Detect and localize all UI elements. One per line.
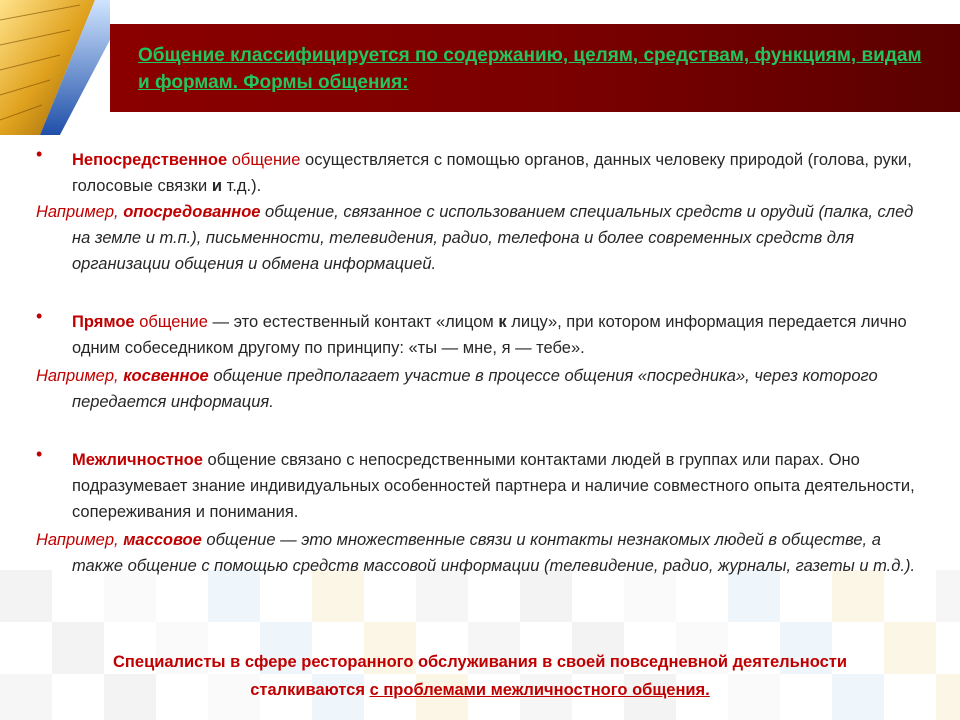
- emphasis: и: [211, 177, 222, 195]
- example-paragraph: [36, 527, 936, 579]
- example-paragraph: [36, 363, 936, 415]
- term: Непосредственное: [72, 151, 228, 169]
- example-lead: Например,: [36, 531, 119, 549]
- term-word: общение: [207, 451, 277, 469]
- page-title: Общение классифицируется по содержанию, целям, средствам, функциям, видам и формам. Формы общения:: [138, 45, 922, 93]
- bullet-paragraph: [36, 144, 936, 199]
- conclusion-pre: сталкиваются: [250, 681, 365, 699]
- bullet-icon: •: [36, 144, 43, 164]
- example-text: связанное с использованием специальных средств и орудий (палка, след на земле и т.п.), письменности, телевидения, радио, телефона и более современных средств для организации общения и обмена информацией.: [72, 203, 914, 273]
- bullet-icon: •: [36, 306, 43, 326]
- paragraph-text-end: лицу», при котором информация передается лично одним собеседником другому по принципу: «ты — мне, я — тебе».: [72, 313, 907, 357]
- example-lead: Например,: [36, 367, 119, 385]
- paragraph-text-end: т.д.).: [226, 177, 262, 195]
- gold-bars-image: [0, 0, 110, 135]
- bullet-icon: •: [36, 444, 43, 464]
- example-word: общение: [213, 367, 283, 385]
- paragraph-text: осуществляется с помощью органов, данных человеку природой (голова, руки, голосовые связки: [72, 151, 912, 195]
- term: Прямое: [72, 313, 135, 331]
- conclusion-emphasis: с проблемами межличностного общения.: [369, 681, 710, 699]
- term-word: общение: [231, 151, 301, 169]
- paragraph-text: связано с непосредственными контактами людей в группах или парах. Оно подразумевает знание индивидуальных особенностей партнера и наличие совместного опыта деятельности, сопереживания и понимания.: [72, 451, 915, 521]
- example-paragraph: [36, 199, 936, 277]
- content-body: [36, 144, 936, 579]
- bullet-paragraph: [36, 306, 936, 361]
- example-word: общение: [206, 531, 276, 549]
- conclusion-line-2: [40, 676, 920, 704]
- example-term: косвенное: [123, 367, 209, 385]
- background-tile: [936, 674, 960, 720]
- example-lead: Например,: [36, 203, 119, 221]
- example-text: — это множественные связи и контакты незнакомых людей в обществе, а также общение с помощью средств массовой информации (телевидение, радио, журналы, газеты и т.д.).: [72, 531, 916, 575]
- background-tile: [936, 570, 960, 622]
- example-term: опосредованное: [123, 203, 261, 221]
- term: Межличностное: [72, 451, 203, 469]
- paragraph-text: — это естественный контакт «лицом: [212, 313, 494, 331]
- emphasis: к: [498, 313, 507, 331]
- term-word: общение: [139, 313, 208, 331]
- example-term: массовое: [123, 531, 202, 549]
- example-word: общение,: [265, 203, 339, 221]
- conclusion-line-1: Специалисты в сфере ресторанного обслуживания в своей повседневной деятельности: [113, 653, 847, 671]
- example-text: предполагает участие в процессе общения «посредника», через которого передается информация.: [72, 367, 878, 411]
- bullet-paragraph: [36, 444, 936, 525]
- conclusion: [40, 648, 920, 704]
